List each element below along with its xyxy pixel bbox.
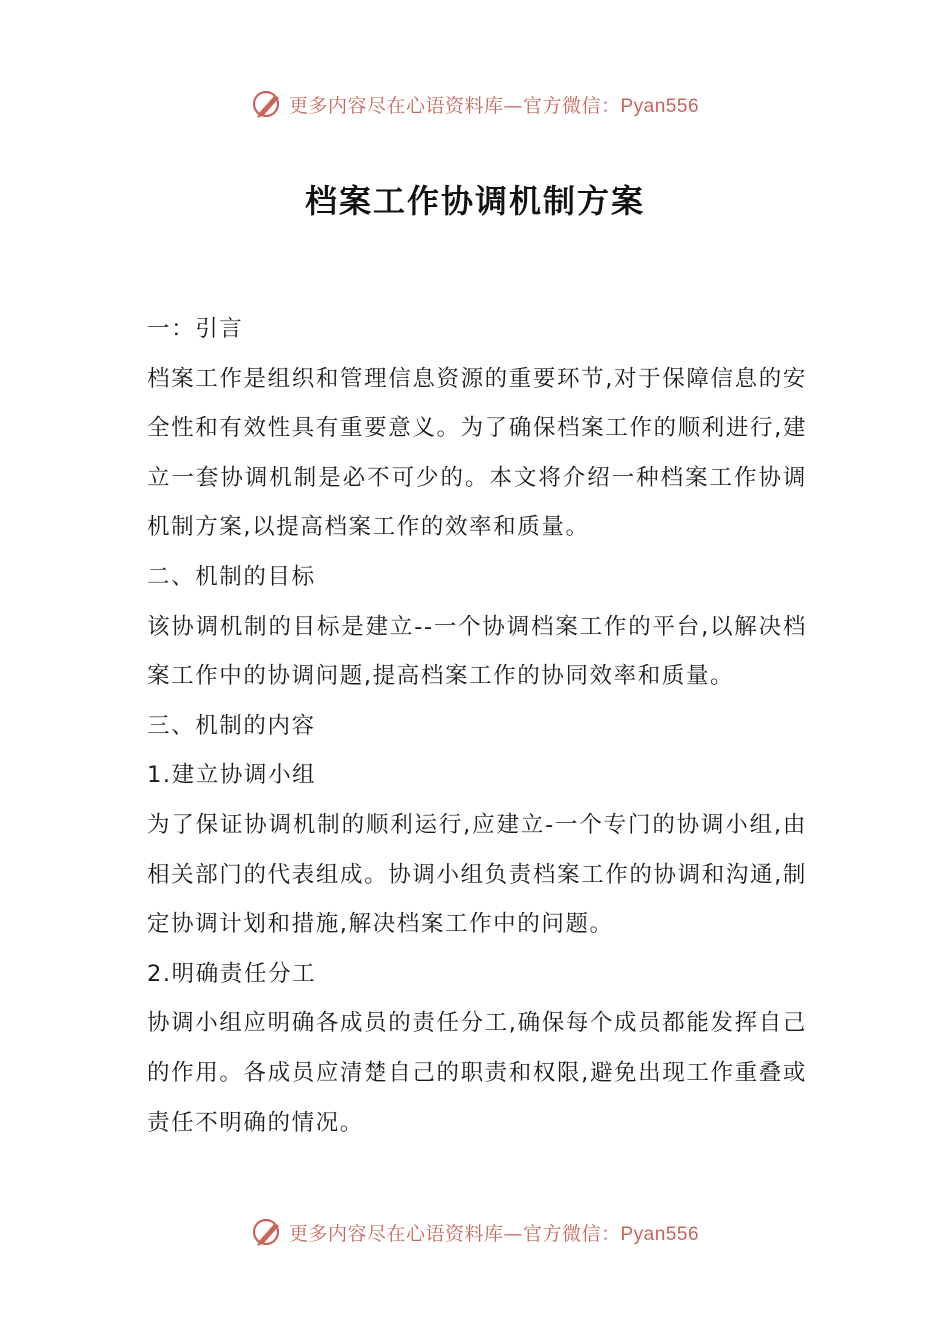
paragraph: 为了保证协调机制的顺利运行,应建立-一个专门的协调小组,由相关部门的代表组成。协调小组负责档案工作的协调和沟通,制定协调计划和措施,解决档案工作中的问题。 <box>147 811 807 938</box>
section-heading: 一：引言 <box>147 316 244 342</box>
pen-logo-icon <box>251 87 285 121</box>
paragraph: 该协调机制的目标是建立--一个协调档案工作的平台,以解决档案工作中的协调问题,提高档案工作的协同效率和质量。 <box>147 613 807 690</box>
header-banner <box>0 84 950 124</box>
banner-text: 更多内容尽在心语资料库—官方微信：Pyan556 <box>288 1222 700 1245</box>
subsection-heading: 2.明确责任分工 <box>147 960 317 987</box>
paragraph: 档案工作是组织和管理信息资源的重要环节,对于保障信息的安全性和有效性具有重要意义。为了确保档案工作的顺利进行,建立一套协调机制是必不可少的。本文将介绍一种档案工作协调机制方案,以提高档案工作的效率和质量。 <box>147 365 807 541</box>
section-heading: 二、机制的目标 <box>147 563 316 590</box>
footer-banner <box>0 1212 950 1252</box>
document-title: 档案工作协调机制方案 <box>304 182 645 220</box>
paragraph: 协调小组应明确各成员的责任分工,确保每个成员都能发挥自己的作用。各成员应清楚自己的职责和权限,避免出现工作重叠或责任不明确的情况。 <box>147 1010 807 1136</box>
banner-text: 更多内容尽在心语资料库—官方微信：Pyan556 <box>288 94 700 117</box>
subsection-heading: 1.建立协调小组 <box>147 762 317 789</box>
pen-logo-icon <box>251 1215 285 1249</box>
section-heading: 三、机制的内容 <box>147 712 316 739</box>
document-body <box>147 305 807 1148</box>
